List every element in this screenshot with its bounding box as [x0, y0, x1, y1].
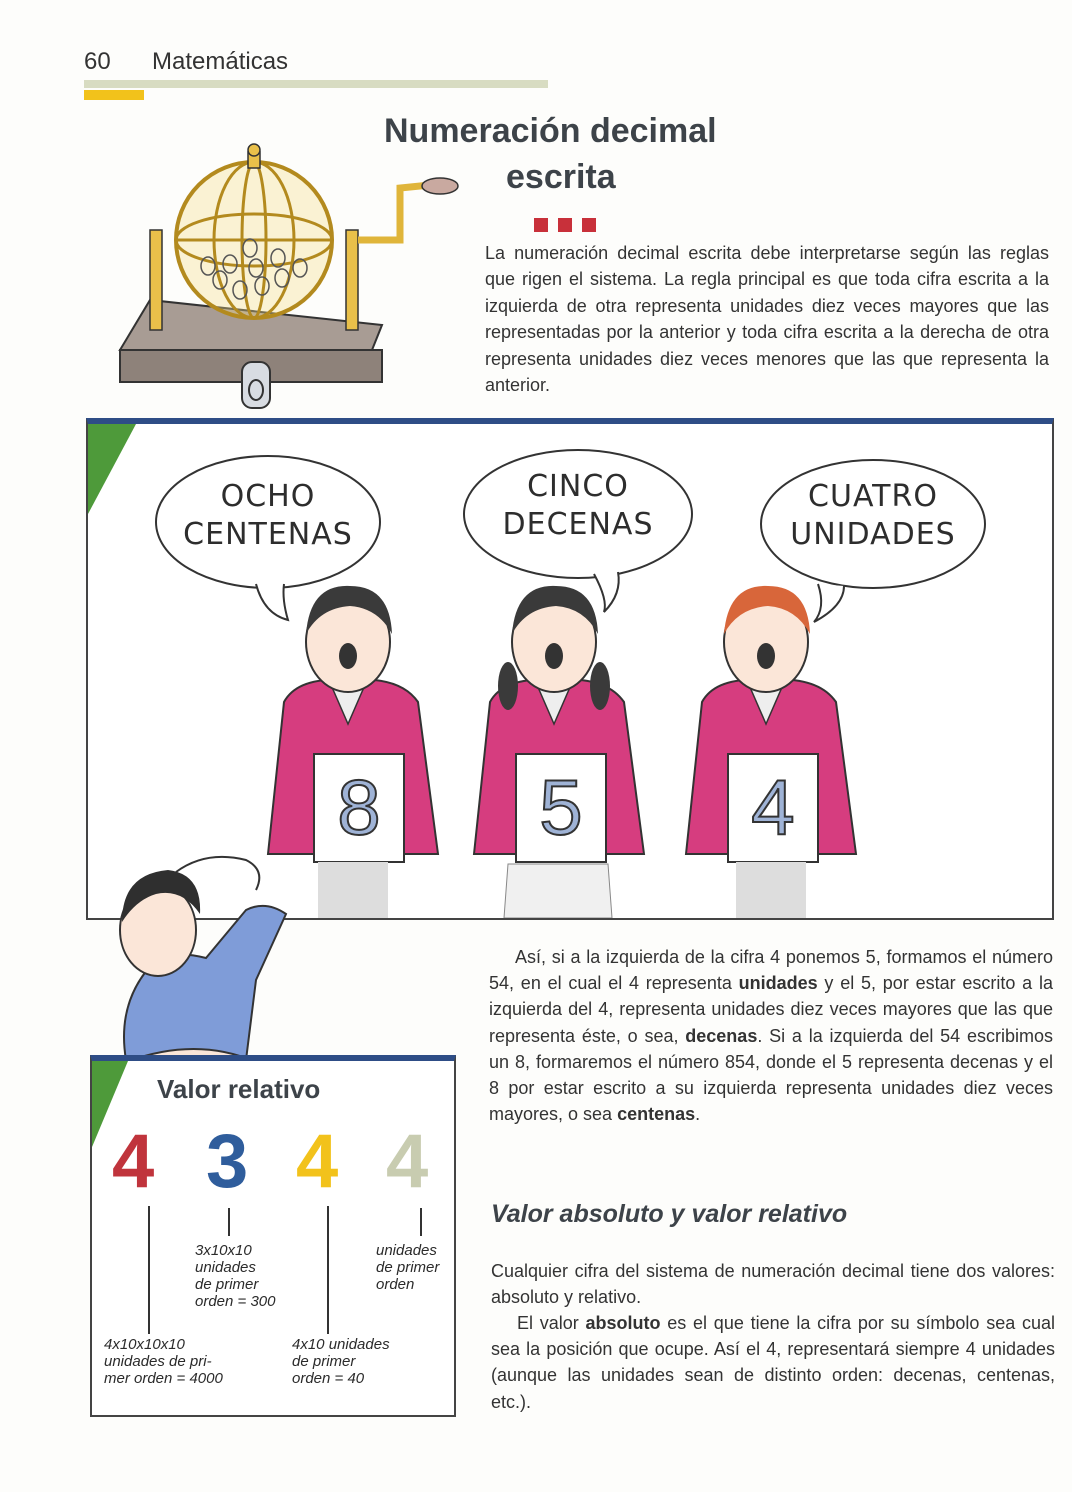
- note-line: unidades: [376, 1242, 437, 1259]
- section-title: Matemáticas: [152, 48, 289, 75]
- card-digit-4: 4: [751, 763, 795, 851]
- card-digit-5: 5: [539, 763, 583, 851]
- note-line: unidades: [195, 1259, 256, 1276]
- header-accent: [84, 90, 144, 100]
- bubble-line: CINCO: [527, 469, 629, 504]
- intro-paragraph: La numeración decimal escrita debe interpretarse según las reglas que rigen el sistema. La regla principal es que toda cifra escrita a la izquierda de otra representa unidades diez veces mayores que las representadas por la anterior y toda cifra escrita a la derecha de otra representa unidades diez veces menores que las que representa la anterior.: [485, 243, 1049, 396]
- bubble-line: DECENAS: [502, 507, 654, 542]
- bold-term-absoluto: absoluto: [585, 1313, 661, 1333]
- bubble-line: CENTENAS: [183, 517, 353, 552]
- page-title: Numeración decimal: [384, 112, 717, 150]
- digit-units: 4: [386, 1119, 429, 1204]
- note-line: mer orden = 4000: [104, 1370, 223, 1387]
- values-paragraph: Cualquier cifra del sistema de numeración decimal tiene dos valores: absoluto y relativo.: [491, 1261, 1055, 1308]
- connector-line: [420, 1208, 422, 1236]
- title-marker: [582, 218, 596, 232]
- bold-term-decenas: decenas: [685, 1025, 758, 1046]
- header-rule: [84, 80, 548, 88]
- bubble-line: UNIDADES: [790, 517, 956, 552]
- connector-line: [148, 1206, 150, 1334]
- subsection-title: Valor absoluto y valor relativo: [491, 1200, 848, 1228]
- valor-relativo-title: Valor relativo: [157, 1074, 321, 1104]
- digit-tens: 4: [296, 1119, 339, 1204]
- explanation-paragraph: [489, 944, 1053, 1127]
- text-run: . Si a la izquierda del 54 escribimos un 8, formaremos el número 854, donde el 5 representa decenas y el 8 por estar escrito a su izquierda representa unidades diez veces mayores, o sea: [489, 1025, 1053, 1125]
- note-line: unidades de pri-: [104, 1353, 212, 1370]
- digit-thousands: 4: [112, 1119, 155, 1204]
- bubble-line: OCHO: [220, 479, 316, 514]
- girl-figure: [474, 586, 644, 918]
- bold-term-unidades: unidades: [738, 973, 818, 994]
- card-digit-8: 8: [337, 763, 381, 851]
- text-run: Así, si a la izquierda de la cifra 4 ponemos 5, formamos el número 54, en el cual el 4 representa: [489, 947, 1053, 994]
- note-line: 4x10 unidades: [292, 1336, 390, 1353]
- note-line: 3x10x10: [195, 1242, 252, 1259]
- digit-hundreds: 3: [206, 1119, 249, 1204]
- text-run: es el que tiene la cifra por su símbolo sea cual sea la posición que ocupe. Así el 4, representará siempre 4 unidades (aunque las unidades sean de distinto orden: decenas, centenas, etc.).: [491, 1313, 1055, 1412]
- bubble-cinco-decenas: [468, 468, 688, 544]
- page-number: 60: [84, 48, 111, 75]
- note-hundreds: [195, 1242, 276, 1310]
- note-line: de primer: [195, 1276, 259, 1293]
- page-title-line2: escrita: [506, 158, 616, 196]
- absolute-value-paragraph: [491, 1310, 1055, 1415]
- note-line: 4x10x10x10: [104, 1336, 185, 1353]
- thinking-boy-illustration: [96, 830, 296, 1070]
- bubble-cuatro-unidades: [763, 478, 983, 554]
- note-line: orden: [376, 1276, 415, 1293]
- bubble-ocho-centenas: [158, 478, 378, 554]
- note-thousands: [104, 1336, 223, 1387]
- bingo-drum-illustration: [110, 140, 470, 420]
- title-marker: [534, 218, 548, 232]
- bubble-line: CUATRO: [808, 479, 938, 514]
- text-run: y el 5, por estar escrito a la izquierda del 4, representa unidades diez veces mayores que las que representa éste, o sea,: [489, 973, 1053, 1046]
- note-line: de primer: [376, 1259, 440, 1276]
- text-run: .: [695, 1104, 701, 1125]
- note-line: orden = 300: [195, 1293, 276, 1310]
- bold-term-centenas: centenas: [617, 1104, 696, 1125]
- connector-line: [228, 1208, 230, 1236]
- title-marker: [558, 218, 572, 232]
- note-line: orden = 40: [292, 1370, 365, 1387]
- text-run: El valor: [517, 1313, 586, 1333]
- girl-figure: [686, 586, 856, 918]
- connector-line: [327, 1206, 329, 1334]
- note-tens: [292, 1336, 390, 1387]
- note-line: de primer: [292, 1353, 356, 1370]
- note-units: [376, 1242, 439, 1293]
